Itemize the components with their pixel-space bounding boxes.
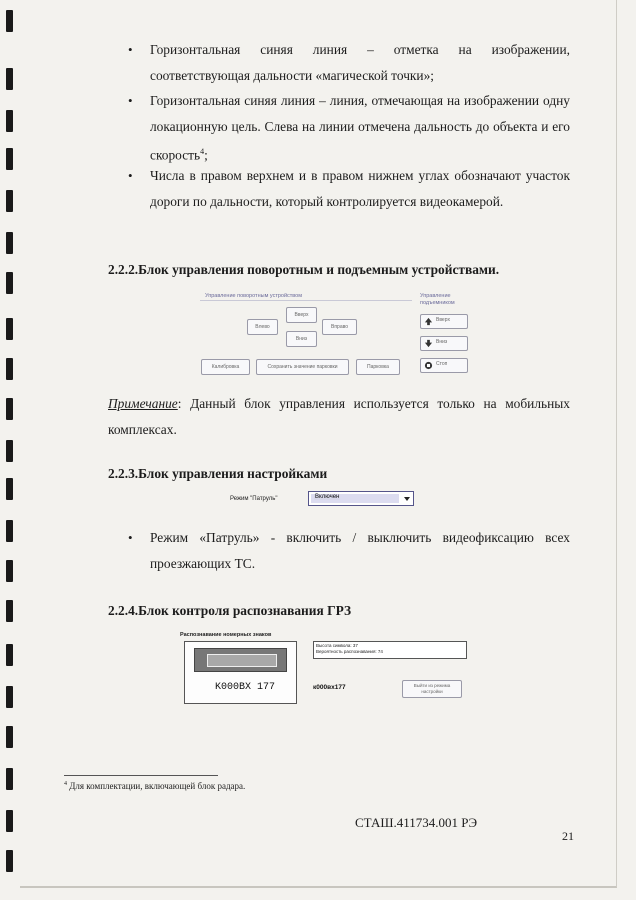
lift-down-button[interactable] <box>420 336 468 351</box>
bullet-mark: • <box>128 93 133 108</box>
bullet-mark: • <box>128 42 133 57</box>
recognition-info-box <box>313 641 467 659</box>
lift-stop-button[interactable] <box>420 358 468 373</box>
stop-icon <box>424 361 433 370</box>
arrow-up-icon <box>424 317 433 326</box>
heading-2-2-4: 2.2.4.Блок контроля распознавания ГРЗ <box>108 603 352 618</box>
bullet-text: Горизонтальная синяя линия – отметка на изображении, соответствующая дальности «магической точки»; <box>150 42 570 83</box>
bullet-text-suffix: ; <box>204 147 208 163</box>
bullet-mark: • <box>128 530 133 545</box>
footnote-ref: 4 <box>200 147 205 156</box>
footnote-number: 4 <box>64 781 67 787</box>
plate-handwritten: K000BX 177 <box>215 682 276 693</box>
chevron-down-icon <box>403 494 411 503</box>
footnote-text: Для комплектации, включающей блок радара. <box>69 781 246 791</box>
footnote-rule <box>64 775 218 776</box>
binding-holes <box>6 0 18 900</box>
exit-settings-button[interactable]: Выйти из режима настройки <box>402 680 462 698</box>
parking-button[interactable]: Парковка <box>356 359 400 375</box>
lift-panel-title: Управление подъемником <box>420 293 455 306</box>
rotate-left-button[interactable]: Влево <box>247 319 278 335</box>
rotate-up-button[interactable]: Вверх <box>286 307 317 323</box>
bullet-mark: • <box>128 168 133 183</box>
rotary-panel-title: Управление поворотным устройством <box>205 293 302 299</box>
panel-divider <box>200 300 412 301</box>
bullet-text <box>150 88 570 168</box>
plate-photo <box>194 648 287 672</box>
recognition-probability: Вероятность распознавания: 74 <box>316 649 383 654</box>
patrol-mode-label: Режим "Патруль" <box>230 496 278 502</box>
bullet-text-body: Горизонтальная синяя линия – линия, отмечающая на изображении одну локационную цель. Слева на линии отмечена дальность до объекта и его скорость <box>150 93 570 163</box>
note-text: : Данный блок управления используется только на мобильных комплексах. <box>108 396 570 437</box>
heading-2-2-3: 2.2.3.Блок управления настройками <box>108 466 328 481</box>
note-paragraph <box>108 391 570 442</box>
arrow-down-icon <box>424 339 433 348</box>
plate-panel-title: Распознавание номерных знаков <box>180 632 272 638</box>
rotate-down-button[interactable]: Вниз <box>286 331 317 347</box>
lift-up-button[interactable] <box>420 314 468 329</box>
footnote <box>64 781 245 791</box>
note-label: Примечание <box>108 396 178 411</box>
plate-panel-frame <box>184 641 297 704</box>
document-code: СТАШ.411734.001 РЭ <box>355 815 478 830</box>
plate-text: к000вх177 <box>313 684 346 691</box>
calibrate-button[interactable]: Калибровка <box>201 359 250 375</box>
save-parking-button[interactable]: Сохранить значение парковки <box>256 359 349 375</box>
bullet-text: Числа в правом верхнем и в правом нижнем углах обозначают участок дороги по дальности, который контролируется видеокамерой. <box>150 168 570 209</box>
lift-down-label: Вниз <box>436 339 448 345</box>
lift-up-label: Вверх <box>436 317 450 323</box>
lift-stop-label: Стоп <box>436 361 448 367</box>
bullet-text: Режим «Патруль» - включить / выключить видеофиксацию всех проезжающих ТС. <box>150 530 570 571</box>
rotate-right-button[interactable]: Вправо <box>322 319 357 335</box>
symbol-height: Высота символа: 37 <box>316 643 358 648</box>
heading-2-2-2: 2.2.2.Блок управления поворотным и подъемным устройствами. <box>108 262 500 277</box>
patrol-mode-value: Включен <box>315 494 340 500</box>
page-number: 21 <box>562 829 574 843</box>
patrol-mode-select[interactable] <box>308 491 414 506</box>
